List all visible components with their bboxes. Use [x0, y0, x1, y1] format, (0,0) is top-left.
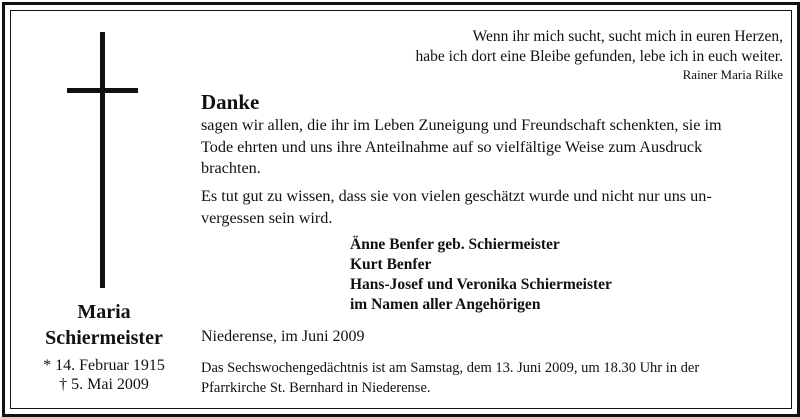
- signer-line: im Namen aller Angehörigen: [350, 296, 541, 313]
- thanks-paragraph-1-line-1: sagen wir allen, die ihr im Leben Zuneigung und Freundschaft schenkten, sie im: [201, 116, 722, 134]
- thanks-paragraph-2-line-2: vergessen sein wird.: [201, 208, 333, 227]
- thanks-paragraph-1-line-2: Tode ehrten und uns ihre Anteilnahme auf so vielfältige Weise zum Ausdruck: [201, 137, 703, 156]
- deceased-last-name: Schiermeister: [45, 327, 163, 349]
- place-date: Niederense, im Juni 2009: [201, 328, 365, 345]
- memorial-note-line-2: Pfarrkirche St. Bernhard in Niederense.: [201, 380, 431, 396]
- signer-line: Kurt Benfer: [350, 256, 432, 273]
- quote-author: Rainer Maria Rilke: [682, 67, 783, 82]
- thanks-paragraph-1-line-3: brachten.: [201, 159, 261, 177]
- deceased-first-name: Maria: [77, 301, 131, 323]
- thanks-heading: Danke: [201, 90, 260, 114]
- quote-line-2: habe ich dort eine Bleibe gefunden, lebe ich in euch weiter.: [415, 48, 783, 65]
- signer-line: Hans-Josef und Veronika Schiermeister: [350, 276, 612, 293]
- memorial-note-line-1: Das Sechswochengedächtnis ist am Samstag, dem 13. Juni 2009, um 18.30 Uhr in der: [201, 360, 700, 376]
- death-date: † 5. Mai 2009: [59, 376, 149, 393]
- cross-icon: [100, 32, 105, 288]
- thanks-paragraph-2-line-1: Es tut gut zu wissen, dass sie von vielen geschätzt wurde und nicht nur uns un-: [201, 187, 712, 205]
- birth-date: * 14. Februar 1915: [43, 357, 165, 374]
- quote-line-1: Wenn ihr mich sucht, sucht mich in euren Herzen,: [472, 28, 783, 45]
- cross-bar: [67, 88, 138, 93]
- signer-line: Änne Benfer geb. Schiermeister: [350, 236, 560, 253]
